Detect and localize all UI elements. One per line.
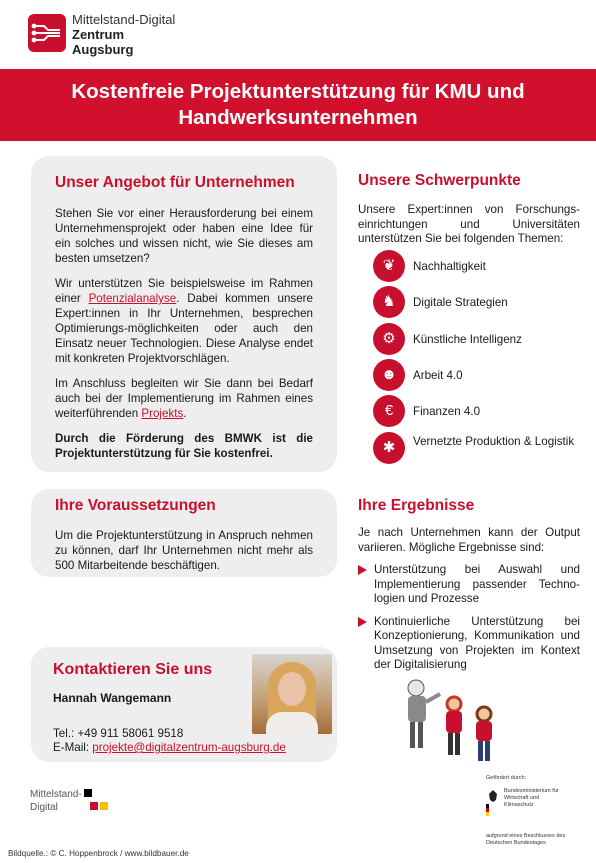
projekts-link[interactable]: Projekts <box>141 407 184 420</box>
topic-label: Nachhaltigkeit <box>413 260 486 273</box>
people-illustration <box>400 676 510 766</box>
gefoerdert-label: Gefördert durch: <box>486 775 527 781</box>
schwerpunkte-heading: Unsere Schwerpunkte <box>358 172 521 189</box>
leaf-icon: ❦ <box>373 250 405 282</box>
topic-label: Vernetzte Produktion & Logistik <box>413 435 575 448</box>
bullet-text: Kontinuierliche Unterstützung bei Konzeptionierung, Kommunikation und Umsetzung von Projekten im Kontext der Digitalisierung <box>374 614 580 671</box>
topic-label: Künstliche Intelligenz <box>413 333 522 346</box>
network-icon: ✱ <box>373 432 405 464</box>
funding-notice <box>486 775 586 847</box>
topic-finanzen-4-0 <box>373 395 578 429</box>
angebot-p3-text-before: Im Anschluss begleiten wir Sie dann bei Bedarf auch bei der Implementierung im Rahmen eines weiterführenden <box>55 377 313 420</box>
logo-line-3: Augsburg <box>72 42 134 57</box>
schwerpunkte-section <box>358 172 580 247</box>
angebot-paragraph-3 <box>55 376 313 421</box>
email-link[interactable]: projekte@digitalzentrum-augsburg.de <box>92 741 286 754</box>
angebot-p3-text-after: . <box>183 407 187 420</box>
topic-kuenstliche-intelligenz <box>373 323 578 357</box>
eagle-flag-icon <box>486 788 500 819</box>
mittelstand-digital-footer-logo <box>30 788 108 814</box>
beschluss-text: aufgrund eines Beschlusses des Deutschen Bundestages <box>486 833 566 846</box>
kontakt-heading: Kontaktieren Sie uns <box>53 661 213 678</box>
topic-vernetzte-produktion <box>373 432 578 468</box>
voraussetzungen-text: Um die Projektunterstützung in Anspruch nehmen zu können, darf Ihr Unternehmen nicht mehr als 500 Mitarbeitende beschäftigen. <box>55 529 313 572</box>
voraussetzungen-heading: Ihre Voraussetzungen <box>55 497 216 514</box>
title-banner <box>0 69 596 141</box>
md-logo-text-2: Digital <box>30 802 58 813</box>
angebot-p2-text-before: Wir unterstützen Sie beispielsweise im Rahmen einer <box>55 277 313 305</box>
banner-title-line-1: Kostenfreie Projektunterstützung für KMU und <box>71 80 525 103</box>
contact-email-line <box>53 741 315 755</box>
chess-strategy-icon: ♞ <box>373 286 405 318</box>
voraussetzungen-card <box>31 489 337 577</box>
triangle-bullet-icon <box>358 617 367 627</box>
md-logo-line-1 <box>30 788 108 801</box>
angebot-heading: Unser Angebot für Unternehmen <box>55 174 295 191</box>
team-icon: ☻ <box>373 359 405 391</box>
email-label: E-Mail: <box>53 741 93 754</box>
image-credit: Bildquelle.: © C. Hoppenbrock / www.bildbauer.de <box>8 849 189 858</box>
topic-label: Digitale Strategien <box>413 296 508 309</box>
angebot-paragraph-1: Stehen Sie vor einer Herausforderung bei einem Unternehmensprojekt oder haben eine Idee für ein solches und wissen nicht, wie Sie dieses am besten umsetzen? <box>55 207 313 265</box>
ai-circuit-icon: ⚙ <box>373 323 405 355</box>
angebot-card <box>31 156 337 472</box>
schwerpunkte-intro: Unsere Expert:innen von Forschungs-einrichtungen und Universitäten unterstützen Sie bei folgenden Themen: <box>358 203 580 245</box>
contact-name: Hannah Wangemann <box>53 691 172 705</box>
logo-line-1: Mittelstand-Digital <box>72 12 176 27</box>
triangle-bullet-icon <box>358 565 367 575</box>
topic-arbeit-4-0 <box>373 359 578 393</box>
angebot-p2-text-after: . Dabei kommen unsere Expert:innen in Ihr Unternehmen, besprechen Optimierungs-möglichkeiten oder auch den Einsatz neuer Technologien. Diese Analyse endet mit konkreten Projektvorschlägen. <box>55 292 313 365</box>
md-logo-text-1: Mittelstand- <box>30 789 82 800</box>
ministry-name: Bundesministerium für Wirtschaft und Klimaschutz <box>504 788 559 808</box>
mittelstand-digital-logo <box>28 12 208 56</box>
ergebnisse-intro: Je nach Unternehmen kann der Output variieren. Mögliche Ergebnisse sind: <box>358 526 580 554</box>
ergebnis-bullet <box>358 615 580 673</box>
bullet-text: Unterstützung bei Auswahl und Implementierung passender Techno-logien und Prozesse <box>374 563 580 605</box>
ergebnisse-section <box>358 497 580 673</box>
ergebnis-bullet <box>358 563 580 607</box>
contact-photo <box>252 654 332 734</box>
kontakt-card <box>31 647 337 762</box>
angebot-paragraph-2 <box>55 276 313 366</box>
contact-phone: Tel.: +49 911 58061 9518 <box>53 727 184 740</box>
circuit-logo-icon <box>28 14 66 52</box>
euro-icon: € <box>373 395 405 427</box>
ministry-logo <box>486 788 586 819</box>
logo-line-2: Zentrum <box>72 27 124 42</box>
ergebnisse-heading: Ihre Ergebnisse <box>358 497 475 514</box>
topic-label: Arbeit 4.0 <box>413 369 463 382</box>
topic-digitale-strategien <box>373 286 578 320</box>
banner-title-line-2: Handwerksunternehmen <box>178 106 418 129</box>
topic-label: Finanzen 4.0 <box>413 405 481 418</box>
potenzialanalyse-link[interactable]: Potenzialanalyse <box>88 292 177 305</box>
topic-nachhaltigkeit <box>373 250 578 284</box>
angebot-paragraph-4: Durch die Förderung des BMWK ist die Projektunterstützung für Sie kostenfrei. <box>55 432 313 460</box>
md-logo-line-2 <box>30 801 108 814</box>
